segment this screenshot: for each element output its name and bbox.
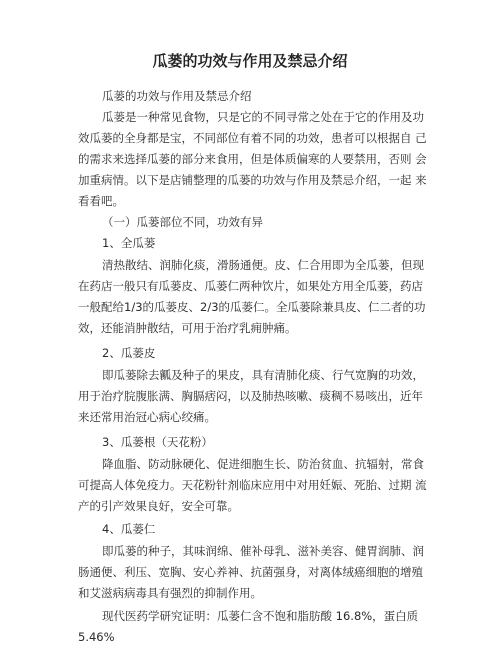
paragraph-gualou-gen: 降血脂、防动脉硬化、促进细胞生长、防治贫血、抗辐射，常食 可提高人体免疫力。天花粉针剂临床应用中对用妊娠、死胎、过期 流产的引产效果良好，安全可靠。: [78, 457, 427, 513]
intro-paragraph: 瓜蒌是一种常见食物，只是它的不同寻常之处在于它的作用及功 效瓜蒌的全身都是宝，不同部位有着不同的功效，患者可以根据自 己的需求来选择瓜蒌的部分来食用，但是体质偏寒的人要禁用，否则 会加重病情。以下是店铺整理的瓜蒌的功效与作用及禁忌介绍，一起 来看看吧。: [78, 110, 427, 208]
paragraph-research: 现代医药学研究证明：瓜蒌仁含不饱和脂肪酸 16.8%，蛋白质 5.46%: [78, 609, 419, 644]
paragraph-gualou-pi: 即瓜蒌除去瓤及种子的果皮，具有清肺化痰、行气宽胸的功效， 用于治疗脘腹胀满、胸膈痞闷，以及肺热咳嗽、痰稠不易咳出，近年 来还常用治冠心病心绞痛。: [78, 368, 424, 424]
subtitle: 瓜蒌的功效与作用及禁忌介绍: [102, 89, 252, 103]
paragraph-quan-gualou: 清热散结、润肺化痰，滑肠通便。皮、仁合用即为全瓜蒌，但现 在药店一般只有瓜蒌皮、瓜蒌仁两种饮片，如果处方用全瓜蒌，药店 一般配给1/3的瓜蒌皮、2/3的瓜蒌仁。全瓜蒌除兼具皮、仁二者的功 效，还能消肿散结，可用于治疗乳痈肿痛。: [78, 258, 426, 335]
heading-gualou-ren: 4、瓜蒌仁: [102, 522, 156, 536]
paragraph-gualou-ren: 即瓜蒌的种子，其味润绵、催补母乳、滋补美容、健胃润肺、润 肠通便、利压、宽胸、安心养神、抗菌强身，对离体绒癌细胞的增殖 和艾滋病病毒具有强烈的抑制作用。: [78, 544, 424, 600]
heading-gualou-gen: 3、瓜蒌根（天花粉）: [102, 435, 213, 449]
document-title: 瓜蒌的功效与作用及禁忌介绍: [152, 52, 348, 70]
section-heading: （一）瓜蒌部位不同，功效有异: [102, 215, 263, 229]
heading-gualou-pi: 2、瓜蒌皮: [102, 346, 156, 360]
heading-quan-gualou: 1、全瓜蒌: [102, 236, 156, 250]
